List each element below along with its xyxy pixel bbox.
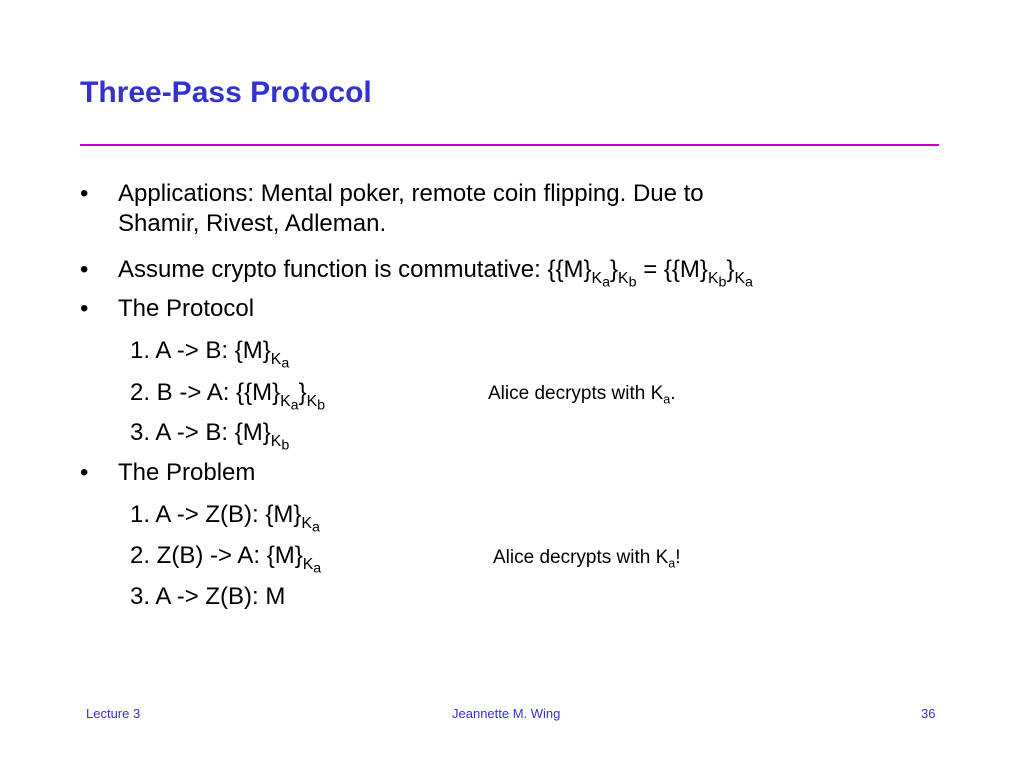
- footer-lecture: Lecture 3: [86, 706, 141, 721]
- problem-step-3: 3. A -> Z(B): M: [130, 583, 286, 610]
- key-subscript: Ka: [591, 269, 611, 291]
- bullet-text: The Protocol: [118, 295, 255, 322]
- slide-title: Three-Pass Protocol: [80, 76, 372, 109]
- key-subscript: Ka: [270, 350, 290, 372]
- formula-text: }: [726, 256, 735, 283]
- protocol-step-3: 3. A -> B: $\{M\}_{K_b}$: [130, 419, 290, 454]
- title-divider: [80, 144, 939, 146]
- key-subscript: Kb: [618, 269, 637, 291]
- key-subscript: Kb: [707, 269, 727, 291]
- problem-step-1: 1. A -> Z(B): $\{M\}_{K_a}$: [130, 501, 320, 536]
- key-subscript: Kb: [270, 432, 290, 454]
- key-subscript: Ka: [734, 269, 753, 291]
- bullet-marker: •: [80, 256, 89, 283]
- protocol-step-2-note: Alice decrypts with $K_a$.: [488, 383, 676, 407]
- problem-step-2-note: Alice decrypts with $K_a$!: [493, 547, 681, 571]
- bullet-text: The Problem: [118, 459, 256, 486]
- protocol-step-2: 2. B -> A: $\{\{M\}_{K_a}\}_{K_b}$: [130, 379, 326, 414]
- problem-step-2: 2. Z(B) -> A: $\{M\}_{K_a}$: [130, 542, 322, 577]
- key-subscript: Kb: [306, 392, 326, 414]
- bullet-marker: •: [80, 295, 89, 322]
- key-subscript: Ka: [302, 555, 322, 577]
- bullet-line: Applications: Mental poker, remote coin flipping. Due to: [118, 180, 704, 207]
- bullet-marker: •: [80, 180, 89, 207]
- footer-author: Jeannette M. Wing: [452, 706, 561, 721]
- footer-page-number: 36: [921, 706, 936, 721]
- bullet-marker: •: [80, 459, 89, 486]
- protocol-step-1: 1. A -> B: $\{M\}_{K_a}$: [130, 337, 290, 372]
- key-subscript: Ka: [280, 392, 299, 414]
- formula-text: }: [610, 256, 619, 283]
- key-subscript: Ka: [301, 514, 320, 536]
- formula-text: = {{M}: [636, 256, 708, 283]
- formula-text: Assume crypto function is commutative: {{M}: [118, 256, 592, 283]
- bullet-text: [118, 255, 753, 291]
- bullet-line: Shamir, Rivest, Adleman.: [118, 210, 387, 237]
- bullet-text: [118, 179, 704, 239]
